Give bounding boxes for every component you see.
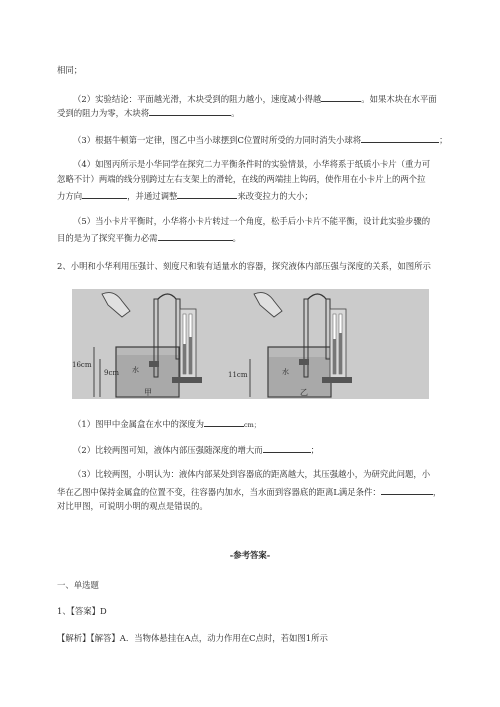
text: 受到的阻力为零，木块将 [57,108,150,118]
label-16cm: 16cm [72,361,92,369]
label-9cm: 9cm [104,369,120,377]
text: 华在乙图中保持金属盒的位置不变，往容器内加水，当水面到容器底的距离L满足条件： [57,487,381,497]
text: 1、【答案】D [57,606,107,616]
text: 相同； [57,65,83,75]
sub-question-3-cont [57,485,441,498]
line-4 [73,133,447,146]
answer-blank[interactable] [263,443,311,453]
line-3 [57,106,240,119]
text: （2）实验结论：平面越光滑，木块受到的阻力越小，速度减小得越 [73,94,322,104]
line-5 [73,159,430,170]
answer-blank[interactable] [177,189,237,199]
answer-heading: -参考答案- [229,550,271,560]
text: ， [432,487,442,497]
text: （5）当小卡片平衡时，小华将小卡片转过一个角度，松手后小卡片不能平衡，设计此实验步骤的 [73,216,431,226]
text: 2、小明和小华利用压强计、刻度尺和装有适量水的容器，探究液体内部压强与深度的关系，如图所示 [57,261,431,271]
answer-blank[interactable] [321,92,361,102]
text: ； [310,445,319,455]
sub-question-3 [73,469,430,480]
answer-blank[interactable] [361,133,439,143]
answer-blank[interactable] [82,189,127,199]
answer-1 [57,606,107,617]
text: 。如果木块在水平面 [361,94,437,104]
sub-question-1 [73,417,260,431]
text: 忽略不计）两端的线分别跨过左右支架上的滑轮，在线的两端挂上钩码，使作用在小卡片上的两个拉 [57,174,426,184]
caption-left: 甲 [144,388,152,397]
text: （4）如图丙所示是小华同学在探究二力平衡条件时的实验情景，小华将系于纸质小卡片（重力可 [73,159,431,169]
text: 一、单选题 [57,580,99,590]
answer-blank[interactable] [149,106,231,116]
line-9 [57,231,241,244]
line-6 [57,174,426,185]
sub-question-3-end [57,501,208,512]
text: 。 [231,108,240,118]
label-11cm: 11cm [228,371,248,379]
text: 目的是为了探究平衡力必需 [57,233,158,243]
text: （1）图甲中金属盒在水中的深度为 [73,419,204,429]
answer-blank[interactable] [158,231,233,241]
text: 【解析】【解答】A．当物体悬挂在A点，动力作用在C点时，若如图1所示 [57,633,328,643]
text: ； [439,135,448,145]
text: （3）根据牛顿第一定律，图乙中当小球摆到C位置时所受的力同时消失小球将 [73,135,362,145]
text: 力方向 [57,191,83,201]
text: （3）比较两图，小明认为：液体内部某处到容器底的距离越大，其压强越小，为研究此问题，小 [73,469,431,479]
question-2 [57,261,431,272]
answer-blank[interactable] [204,417,244,427]
text: ，并通过调整 [127,191,178,201]
line-1 [57,65,82,76]
line-7 [57,189,313,202]
text: （2）比较两图可知，液体内部压强随深度的增大而 [73,445,263,455]
text: 。 [232,233,241,243]
line-8 [73,216,430,227]
text: 对比甲图，可说明小明的观点是错误的。 [57,501,208,511]
apparatus-drawing [72,289,429,399]
analysis-1 [57,633,328,644]
sub-question-2 [73,443,319,456]
label-water-left: 水 [132,366,139,374]
text: 来改变拉力的大小； [237,191,313,201]
answer-blank[interactable] [381,485,433,495]
label-water-right: 水 [282,368,289,376]
experiment-photo [72,289,429,399]
section-heading [57,580,99,591]
caption-right: 乙 [300,388,308,397]
text: cm； [243,421,261,429]
line-2 [73,92,437,105]
